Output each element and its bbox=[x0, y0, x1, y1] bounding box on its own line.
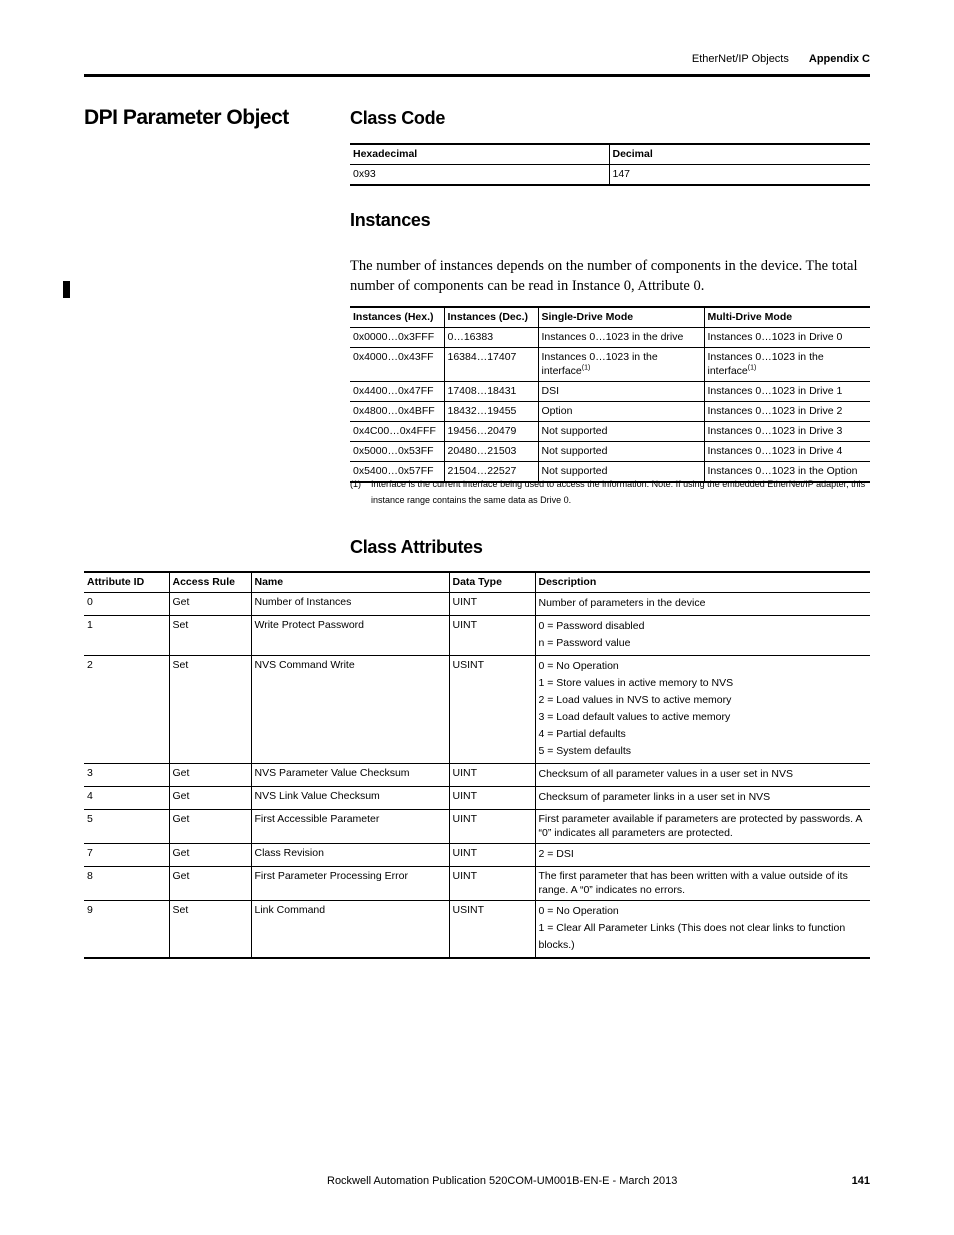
table-cell: 16384…17407 bbox=[444, 348, 538, 382]
attribute-name: First Accessible Parameter bbox=[251, 810, 449, 844]
description-line: 4 = Partial defaults bbox=[538, 728, 626, 740]
table-row bbox=[84, 616, 870, 656]
description-line: 1 = Store values in active memory to NVS bbox=[538, 677, 734, 689]
description: First parameter available if parameters are protected by passwords. A “0” indicates all parameters are protected. bbox=[535, 810, 870, 844]
table-row bbox=[84, 844, 870, 867]
attribute-name: Write Protect Password bbox=[251, 616, 449, 656]
attribute-name: Link Command bbox=[251, 901, 449, 959]
instances-table bbox=[350, 306, 870, 483]
table-row bbox=[350, 348, 870, 382]
description bbox=[535, 593, 870, 616]
table-row bbox=[350, 328, 870, 348]
column-header: Attribute ID bbox=[84, 572, 169, 593]
attribute-name: NVS Link Value Checksum bbox=[251, 787, 449, 810]
column-header: Hexadecimal bbox=[350, 144, 609, 165]
access-rule: Get bbox=[169, 764, 251, 787]
table-cell: 0x4000…0x43FF bbox=[353, 351, 434, 363]
data-type: UINT bbox=[449, 593, 535, 616]
table-cell: 0x4C00…0x4FFF bbox=[353, 425, 436, 437]
column-header: Single-Drive Mode bbox=[538, 307, 704, 328]
access-rule: Get bbox=[169, 593, 251, 616]
table-cell bbox=[704, 348, 870, 382]
data-type: UINT bbox=[449, 616, 535, 656]
data-type: USINT bbox=[449, 901, 535, 959]
table-cell: Instances 0…1023 in Drive 2 bbox=[704, 402, 870, 422]
table-cell: 19456…20479 bbox=[444, 422, 538, 442]
footnote bbox=[350, 476, 870, 508]
data-type: UINT bbox=[449, 787, 535, 810]
description bbox=[535, 764, 870, 787]
description bbox=[535, 844, 870, 867]
access-rule: Get bbox=[169, 844, 251, 867]
description bbox=[535, 616, 870, 656]
instances-heading: Instances bbox=[350, 210, 431, 230]
description-line: Checksum of parameter links in a user set in NVS bbox=[538, 791, 771, 803]
description-line: 0 = No Operation bbox=[538, 660, 619, 672]
access-rule: Set bbox=[169, 901, 251, 959]
description-line: 0 = No Operation bbox=[538, 905, 619, 917]
description-line: 2 = DSI bbox=[538, 848, 574, 860]
access-rule: Get bbox=[169, 810, 251, 844]
attribute-id: 9 bbox=[87, 904, 93, 916]
table-cell: Instances 0…1023 in Drive 3 bbox=[704, 422, 870, 442]
table-cell: Not supported bbox=[538, 442, 704, 462]
publication-id: Rockwell Automation Publication 520COM-UM001B-EN-E - March 2013 bbox=[327, 1175, 678, 1187]
attribute-id: 5 bbox=[87, 813, 93, 825]
description bbox=[535, 901, 870, 959]
data-type: USINT bbox=[449, 656, 535, 764]
section-title: DPI Parameter Object bbox=[84, 106, 289, 129]
table-cell: 0x5000…0x53FF bbox=[353, 445, 434, 457]
footnote-ref: (1) bbox=[581, 364, 591, 372]
column-header: Access Rule bbox=[169, 572, 251, 593]
running-header bbox=[692, 53, 870, 65]
column-header: Instances (Dec.) bbox=[444, 307, 538, 328]
table-row bbox=[84, 787, 870, 810]
table-cell: 0x0000…0x3FFF bbox=[353, 331, 435, 343]
table-row bbox=[350, 442, 870, 462]
footnote-ref: (1) bbox=[747, 364, 757, 372]
table-cell: 20480…21503 bbox=[444, 442, 538, 462]
table-cell: 0x4400…0x47FF bbox=[353, 385, 434, 397]
column-header: Name bbox=[251, 572, 449, 593]
description-line: Checksum of all parameter values in a user set in NVS bbox=[538, 768, 793, 780]
description-line: 2 = Load values in NVS to active memory bbox=[538, 694, 732, 706]
class-code-table bbox=[350, 143, 870, 186]
access-rule: Set bbox=[169, 616, 251, 656]
table-cell: Instances 0…1023 in Drive 0 bbox=[704, 328, 870, 348]
attribute-name: NVS Command Write bbox=[251, 656, 449, 764]
change-bar bbox=[63, 281, 70, 298]
access-rule: Get bbox=[169, 867, 251, 901]
description-line: 5 = System defaults bbox=[538, 745, 632, 757]
footnote-text: Interface is the current interface being used to access the information. Note: If using the embedded EtherNet/IP adapter, this instance range contains the same data as Drive 0. bbox=[371, 479, 866, 505]
description bbox=[535, 656, 870, 764]
attribute-name: Class Revision bbox=[251, 844, 449, 867]
class-code-heading: Class Code bbox=[350, 108, 446, 128]
cell-text: Instances 0…1023 in the interface bbox=[707, 351, 824, 377]
chapter-name: EtherNet/IP Objects bbox=[691, 53, 789, 65]
cell-text: Instances 0…1023 in the interface bbox=[541, 351, 658, 377]
table-row bbox=[350, 422, 870, 442]
instances-description: The number of instances depends on the number of components in the device. The total number of components can be read in Instance 0, Attribute 0. bbox=[350, 258, 858, 294]
table-row bbox=[84, 656, 870, 764]
table-row bbox=[84, 810, 870, 844]
column-header: Data Type bbox=[449, 572, 535, 593]
attribute-id: 4 bbox=[87, 790, 93, 802]
table-cell: 0…16383 bbox=[444, 328, 538, 348]
description-line: n = Password value bbox=[538, 637, 631, 649]
attribute-id: 8 bbox=[87, 870, 93, 882]
description: The first parameter that has been written with a value outside of its range. A “0” indicates no errors. bbox=[535, 867, 870, 901]
header-rule bbox=[84, 74, 870, 77]
table-row bbox=[84, 901, 870, 959]
table-cell: Not supported bbox=[538, 422, 704, 442]
page-number: 141 bbox=[851, 1175, 870, 1187]
data-type: UINT bbox=[449, 810, 535, 844]
appendix-label: Appendix C bbox=[808, 53, 870, 65]
data-type: UINT bbox=[449, 844, 535, 867]
table-row bbox=[350, 382, 870, 402]
attribute-id: 0 bbox=[87, 596, 93, 608]
attribute-name: First Parameter Processing Error bbox=[251, 867, 449, 901]
table-cell: Instances 0…1023 in the Option bbox=[704, 462, 870, 483]
column-header: Description bbox=[535, 572, 870, 593]
table-cell: Instances 0…1023 in Drive 1 bbox=[704, 382, 870, 402]
description-line: 1 = Clear All Parameter Links (This does not clear links to function blocks.) bbox=[538, 922, 846, 951]
data-type: UINT bbox=[449, 867, 535, 901]
attribute-id: 7 bbox=[87, 847, 93, 859]
column-header: Multi-Drive Mode bbox=[704, 307, 870, 328]
description-line: 0 = Password disabled bbox=[538, 620, 645, 632]
table-cell: 0x93 bbox=[353, 168, 376, 180]
table-row bbox=[84, 867, 870, 901]
table-cell: 147 bbox=[609, 165, 870, 186]
table-cell: Instances 0…1023 in Drive 4 bbox=[704, 442, 870, 462]
table-row bbox=[350, 165, 870, 186]
table-row bbox=[84, 593, 870, 616]
description bbox=[535, 787, 870, 810]
attribute-id: 3 bbox=[87, 767, 93, 779]
attribute-name: Number of Instances bbox=[251, 593, 449, 616]
column-header: Instances (Hex.) bbox=[350, 307, 444, 328]
description-line: Number of parameters in the device bbox=[538, 597, 706, 609]
access-rule: Set bbox=[169, 656, 251, 764]
table-cell: Not supported bbox=[538, 462, 704, 483]
table-cell: Option bbox=[538, 402, 704, 422]
column-header: Decimal bbox=[609, 144, 870, 165]
table-row bbox=[350, 402, 870, 422]
data-type: UINT bbox=[449, 764, 535, 787]
class-attributes-heading: Class Attributes bbox=[350, 537, 483, 557]
table-cell: 0x5400…0x57FF bbox=[353, 465, 434, 477]
access-rule: Get bbox=[169, 787, 251, 810]
table-cell: 21504…22527 bbox=[444, 462, 538, 483]
table-cell bbox=[538, 348, 704, 382]
class-attributes-table bbox=[84, 571, 870, 959]
table-cell: Instances 0…1023 in the drive bbox=[538, 328, 704, 348]
table-row bbox=[84, 764, 870, 787]
table-cell: 17408…18431 bbox=[444, 382, 538, 402]
table-cell: DSI bbox=[538, 382, 704, 402]
description-line: 3 = Load default values to active memory bbox=[538, 711, 731, 723]
attribute-id: 1 bbox=[87, 619, 93, 631]
attribute-id: 2 bbox=[87, 659, 93, 671]
table-cell: 18432…19455 bbox=[444, 402, 538, 422]
attribute-name: NVS Parameter Value Checksum bbox=[251, 764, 449, 787]
footnote-mark: (1) bbox=[350, 479, 361, 489]
table-cell: 0x4800…0x4BFF bbox=[353, 405, 435, 417]
